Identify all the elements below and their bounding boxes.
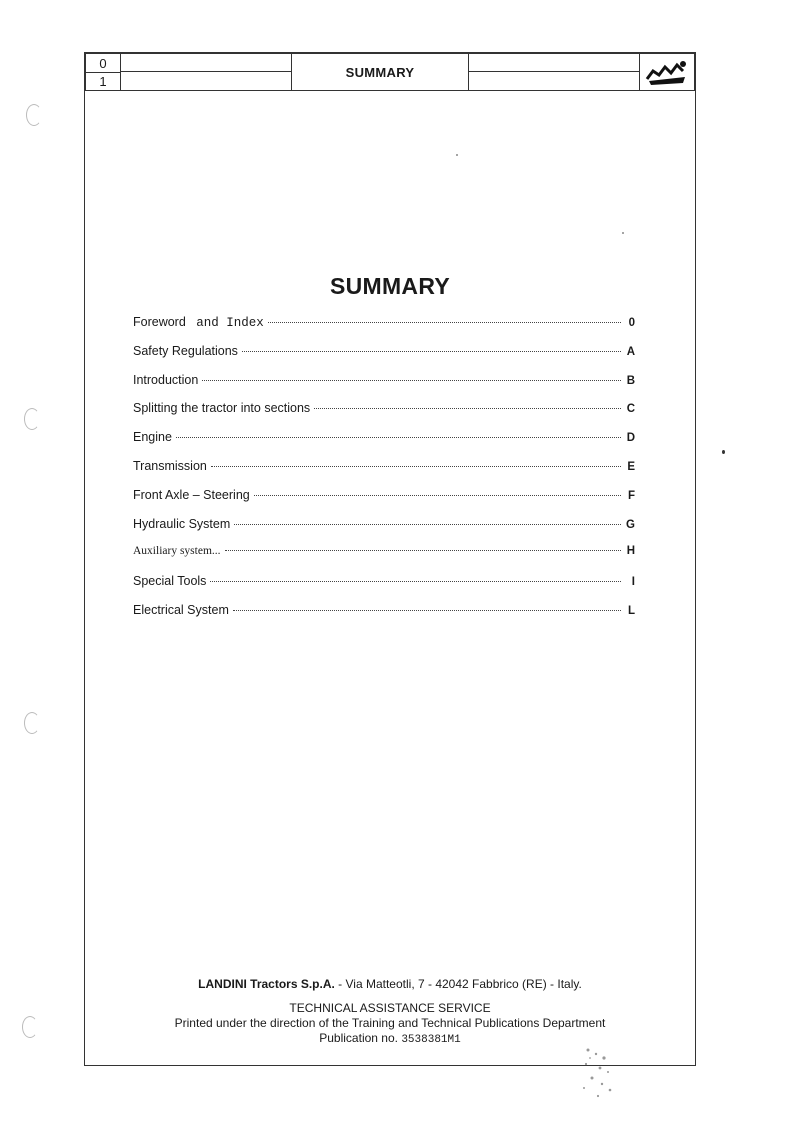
toc-row — [133, 430, 635, 459]
table-of-contents — [133, 315, 635, 632]
header-logo-cell — [640, 54, 695, 91]
toc-label: Introduction — [133, 372, 199, 387]
toc-row — [133, 344, 635, 373]
footer-company-line — [85, 977, 695, 992]
toc-row — [133, 488, 635, 517]
toc-row — [133, 603, 635, 632]
footer-printed: Printed under the direction of the Training and Technical Publications Department — [174, 1016, 606, 1030]
toc-leader-dots — [268, 322, 621, 323]
page-frame — [84, 52, 696, 1066]
toc-section-letter: L — [627, 604, 635, 617]
toc-row — [133, 517, 635, 546]
header-table — [85, 53, 695, 91]
toc-label: Electrical System — [133, 602, 229, 617]
toc-leader-dots — [211, 466, 621, 467]
toc-leader-dots — [176, 437, 621, 438]
toc-section-letter: 0 — [628, 317, 635, 329]
footer-company: LANDINI Tractors S.p.A. — [198, 977, 335, 991]
toc-section-letter: A — [626, 345, 635, 358]
footer-service: TECHNICAL ASSISTANCE SERVICE — [289, 1001, 491, 1015]
header-number-bottom: 1 — [99, 73, 107, 89]
toc-section-letter: I — [631, 576, 635, 589]
toc-label: Engine — [133, 430, 172, 445]
toc-section-letter: B — [626, 374, 635, 387]
toc-label: Transmission — [133, 458, 207, 473]
toc-section-letter: C — [626, 403, 635, 416]
toc-label: Front Axle – Steering — [133, 487, 250, 502]
toc-label-mono: and Index — [196, 316, 264, 330]
punch-hole-mark — [26, 104, 42, 126]
footer — [85, 977, 695, 1048]
toc-leader-dots — [202, 380, 621, 381]
toc-leader-dots — [225, 550, 621, 551]
toc-leader-dots — [233, 610, 621, 611]
toc-row — [133, 574, 635, 603]
toc-section-letter: G — [626, 518, 635, 531]
toc-section-letter: F — [627, 489, 635, 502]
toc-leader-dots — [242, 351, 621, 352]
toc-row — [133, 459, 635, 488]
toc-leader-dots — [210, 581, 621, 582]
toc-leader-dots — [234, 524, 621, 525]
toc-row — [133, 373, 635, 402]
header-blank-cell — [469, 54, 640, 91]
header-blank-cell — [121, 54, 292, 91]
punch-hole-mark — [24, 408, 40, 430]
toc-row — [133, 401, 635, 430]
toc-label: Auxiliary system... — [133, 545, 221, 558]
footer-publication-label: Publication no. — [319, 1031, 402, 1045]
ink-stamp-mark — [578, 1044, 618, 1102]
landini-logo-icon — [643, 57, 691, 87]
punch-hole-mark — [22, 1016, 38, 1038]
toc-leader-dots — [314, 408, 621, 409]
toc-label: Safety Regulations — [133, 343, 238, 358]
toc-section-letter: D — [626, 432, 635, 445]
toc-row — [133, 545, 635, 574]
toc-label: Splitting the tractor into sections — [133, 401, 311, 416]
footer-address: - Via Matteotli, 7 - 42042 Fabbrico (RE) - Italy. — [334, 977, 582, 991]
toc-label: Hydraulic System — [133, 516, 231, 531]
toc-section-letter: E — [627, 460, 635, 473]
toc-section-letter: H — [626, 545, 635, 558]
toc-row — [133, 315, 635, 344]
header-title: SUMMARY — [292, 54, 469, 91]
scan-speck — [722, 450, 725, 454]
page-title: SUMMARY — [329, 273, 451, 299]
punch-hole-mark — [24, 712, 40, 734]
toc-label — [133, 315, 264, 330]
toc-leader-dots — [254, 495, 621, 496]
header-number-top: 0 — [86, 55, 120, 73]
footer-publication-number: 3538381M1 — [401, 1034, 461, 1046]
toc-label-text: Foreword — [133, 315, 186, 329]
toc-label: Special Tools — [133, 574, 207, 589]
header-section-number — [86, 54, 121, 91]
